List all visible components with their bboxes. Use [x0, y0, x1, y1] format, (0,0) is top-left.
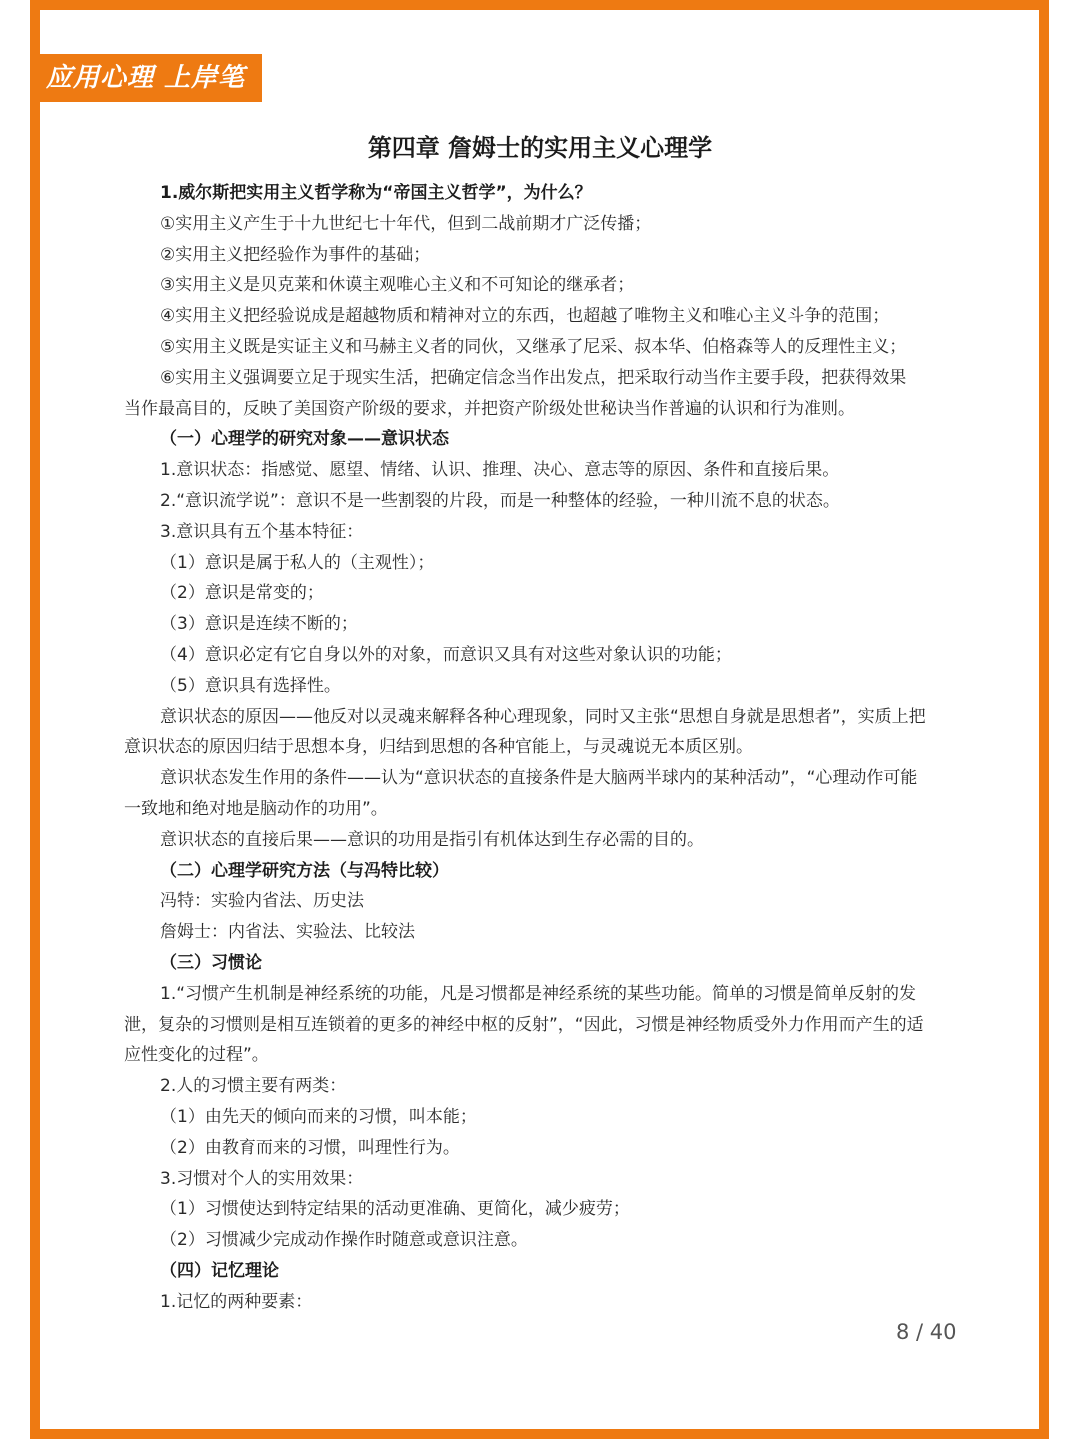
text-line: ⑤实用主义既是实证主义和马赫主义者的同伙，又继承了尼采、叔本华、伯格森等人的反理性主义；	[160, 336, 907, 357]
text-line: 3.意识具有五个基本特征：	[160, 521, 364, 542]
text-line: ③实用主义是贝克莱和休谟主观唯心主义和不可知论的继承者；	[160, 275, 635, 296]
text-line: 冯特：实验内省法、历史法	[160, 891, 364, 912]
text-line: ①实用主义产生于十九世纪七十年代，但到二战前期才广泛传播；	[160, 213, 652, 234]
section-heading: （四）记忆理论	[160, 1260, 279, 1281]
text-line: 3.习惯对个人的实用效果：	[160, 1168, 364, 1189]
text-line: 当作最高目的，反映了美国资产阶级的要求，并把资产阶级处世秘诀当作普遍的认识和行为准则。	[124, 398, 855, 419]
text-line: 意识状态的直接后果——意识的功用是指引有机体达到生存必需的目的。	[160, 829, 704, 850]
text-line: （5）意识具有选择性。	[160, 675, 341, 696]
text-line: ⑥实用主义强调要立足于现实生活，把确定信念当作出发点，把采取行动当作主要手段，把获得效果	[160, 367, 907, 388]
text-line: （1）由先天的倾向而来的习惯，叫本能；	[160, 1106, 477, 1127]
header-tag: 应用心理 上岸笔记	[40, 54, 262, 102]
text-line: （1）意识是属于私人的（主观性）；	[160, 552, 435, 573]
text-line: 意识状态发生作用的条件——认为“意识状态的直接条件是大脑两半球内的某种活动”，“心理动作可能	[160, 768, 918, 789]
section-heading: （三）习惯论	[160, 952, 262, 973]
text-line: （4）意识必定有它自身以外的对象，而意识又具有对这些对象认识的功能；	[160, 644, 732, 665]
text-line: ④实用主义把经验说成是超越物质和精神对立的东西，也超越了唯物主义和唯心主义斗争的范围；	[160, 306, 890, 327]
text-line: （3）意识是连续不断的；	[160, 614, 358, 635]
section-heading: （二）心理学研究方法（与冯特比较）	[160, 860, 449, 881]
page-number: 8 / 40	[896, 1320, 957, 1344]
text-line: 2.人的习惯主要有两类：	[160, 1076, 347, 1097]
notes-body	[124, 178, 960, 1317]
text-line: 1.意识状态：指感觉、愿望、情绪、认识、推理、决心、意志等的原因、条件和直接后果。	[160, 460, 840, 481]
text-line: 詹姆士：内省法、实验法、比较法	[160, 922, 415, 943]
text-line: ②实用主义把经验作为事件的基础；	[160, 244, 431, 265]
text-line: 泄，复杂的习惯则是相互连锁着的更多的神经中枢的反射”，“因此，习惯是神经物质受外力作用而产生的适	[124, 1014, 924, 1035]
section-heading: （一）心理学的研究对象——意识状态	[160, 429, 449, 450]
text-line: 意识状态的原因——他反对以灵魂来解释各种心理现象，同时又主张“思想自身就是思想者”，实质上把	[160, 706, 926, 727]
text-line: 2.“意识流学说”：意识不是一些割裂的片段，而是一种整体的经验，一种川流不息的状态。	[160, 490, 840, 511]
text-line: 1.“习惯产生机制是神经系统的功能，凡是习惯都是神经系统的某些功能。简单的习惯是简单反射的发	[160, 983, 917, 1004]
text-line: （1）习惯使达到特定结果的活动更准确、更简化，减少疲劳；	[160, 1199, 630, 1220]
text-line: 意识状态的原因归结于思想本身，归结到思想的各种官能上，与灵魂说无本质区别。	[124, 737, 753, 758]
text-line: （2）由教育而来的习惯，叫理性行为。	[160, 1137, 460, 1158]
text-line: （2）意识是常变的；	[160, 583, 324, 604]
text-line: 应性变化的过程”。	[124, 1045, 269, 1066]
text-line: 1.记忆的两种要素：	[160, 1291, 313, 1312]
text-line: 一致地和绝对地是脑动作的功用”。	[124, 798, 388, 819]
section-heading: 1.威尔斯把实用主义哲学称为“帝国主义哲学”，为什么？	[160, 183, 592, 203]
text-line: （2）习惯减少完成动作操作时随意或意识注意。	[160, 1230, 528, 1251]
chapter-title: 第四章 詹姆士的实用主义心理学	[367, 134, 713, 162]
